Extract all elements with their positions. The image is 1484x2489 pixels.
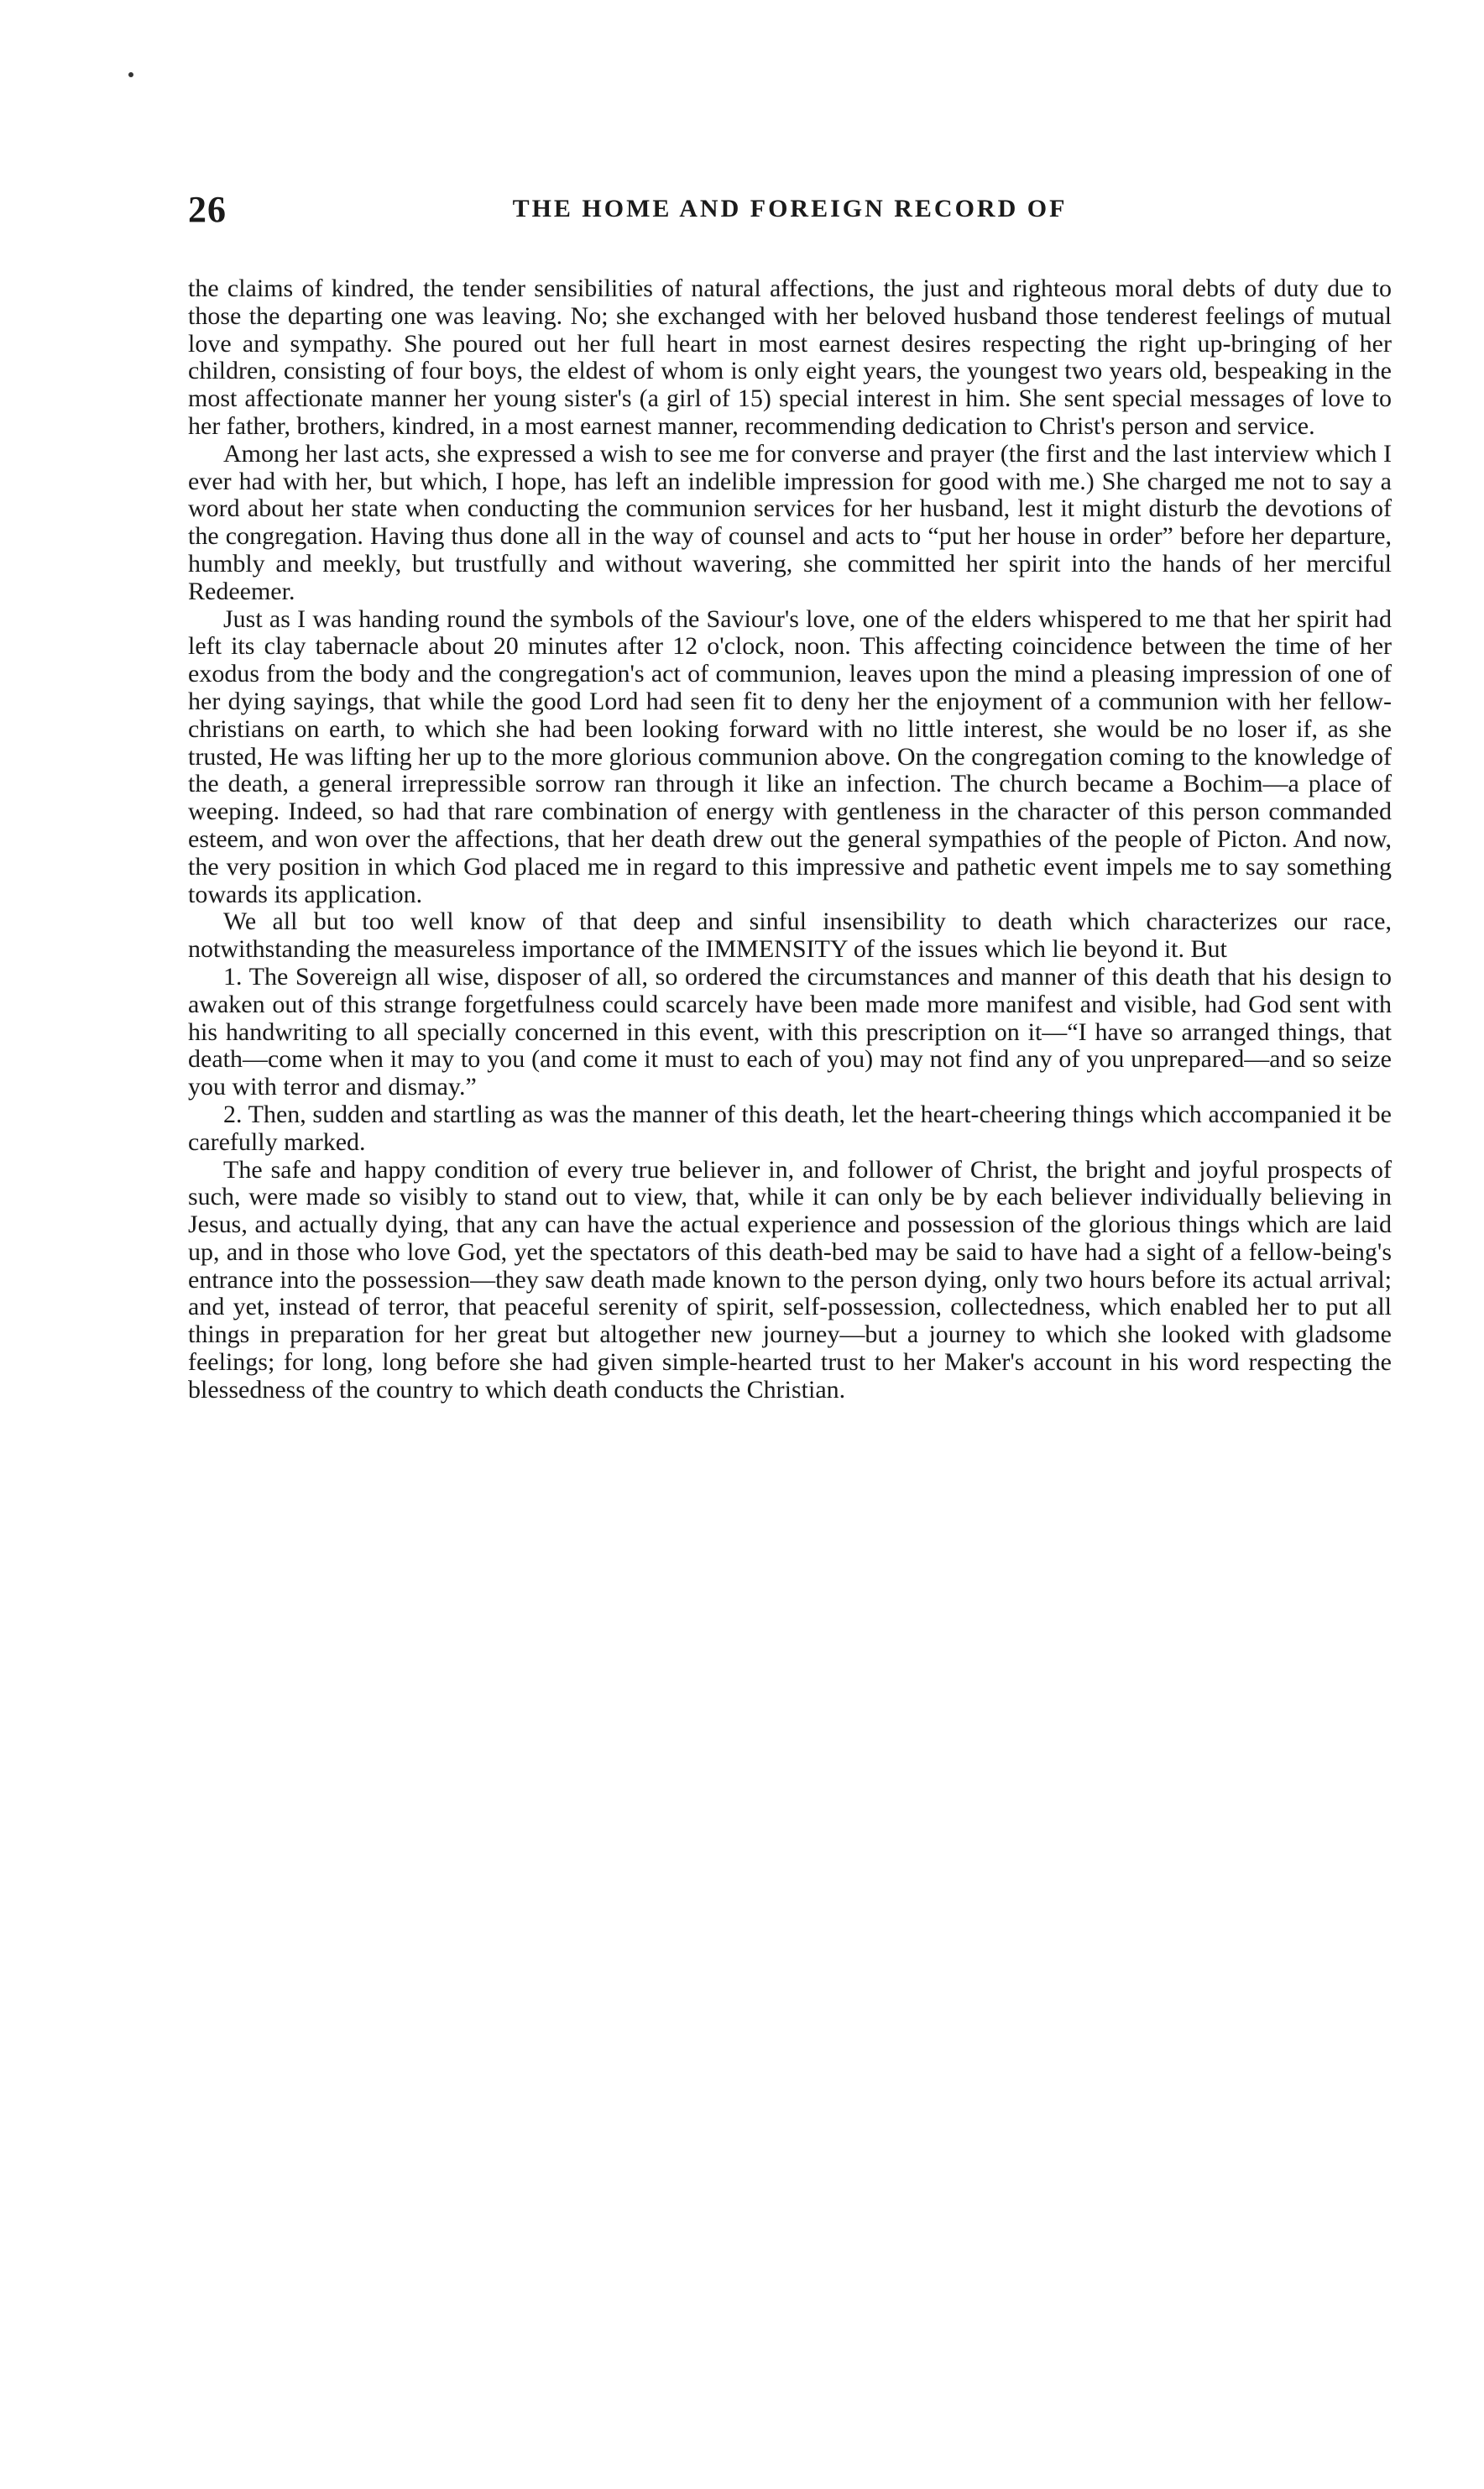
paragraph-safe-condition: The safe and happy condition of every true believer in, and follower of Christ, the bright and joyful prospects of such, were made so visibly to stand out to view, that, while it can only be by each believer individually believing in Jesus, and actually dying, that any can have the actual experience and possession of the glorious things which are laid up, and in those who love God, yet the spectators of this death-bed may be said to have had a sight of a fellow-being's entrance into the possession—they saw death made known to the person dying, only two hours before its actual arrival; and yet, instead of terror, that peaceful serenity of spirit, self-possession, collectedness, which enabled her to put all things in preparation for her great but altogether new journey—but a journey to which she looked with gladsome feelings; for long, long before she had given simple-hearted trust to her Maker's account in his word respecting the blessedness of the country to which death conducts the Christian. bbox=[188, 1155, 1392, 1404]
article-body bbox=[188, 275, 1392, 1404]
paragraph-point-one: 1. The Sovereign all wise, disposer of all, so ordered the circumstances and manner of this death that his design to awaken out of this strange forgetfulness could scarcely have been made more manifest and visible, had God sent with his handwriting to all specially concerned in this event, with this prescription on it—“I have so arranged things, that death—come when it may to you (and come it must to each of you) may not find any of you unprepared—and so seize you with terror and dismay.” bbox=[188, 962, 1392, 1101]
paragraph-insensibility: We all but too well know of that deep and sinful insensibility to death which characterizes our race, notwithstanding the measureless importance of the IMMENSITY of the issues which lie beyond it. But bbox=[188, 907, 1392, 964]
ink-speck bbox=[128, 72, 133, 77]
paragraph-point-two: 2. Then, sudden and startling as was the manner of this death, let the heart-cheering things which accompanied it be carefully marked. bbox=[188, 1100, 1392, 1156]
page-number: 26 bbox=[188, 189, 227, 230]
paragraph-continuation: the claims of kindred, the tender sensibilities of natural affections, the just and righteous moral debts of duty due to those the departing one was leaving. No; she exchanged with her beloved husband those tenderest feelings of mutual love and sympathy. She poured out her full heart in most earnest desires respecting the right up-bringing of her children, consisting of four boys, the eldest of whom is only eight years, the youngest two years old, bespeaking in the most affectionate manner her young sister's (a girl of 15) special interest in him. She sent special messages of love to her father, brothers, kindred, in a most earnest manner, recommending dedication to Christ's person and service. bbox=[188, 275, 1392, 440]
running-head: THE HOME AND FOREIGN RECORD OF bbox=[512, 195, 1068, 222]
page-header bbox=[188, 188, 1392, 238]
paragraph-last-acts: Among her last acts, she expressed a wish to see me for converse and prayer (the first and the last interview which I ever had with her, but which, I hope, has left an indelible impression for good with me.) She charged me not to say a word about her state when conducting the communion services for her husband, lest it might disturb the devotions of the congregation. Having thus done all in the way of counsel and acts to “put her house in order” before her departure, humbly and meekly, but trustfully and without wavering, she committed her spirit into the hands of her merciful Redeemer. bbox=[188, 439, 1392, 605]
paragraph-communion: Just as I was handing round the symbols of the Saviour's love, one of the elders whispered to me that her spirit had left its clay tabernacle about 20 minutes after 12 o'clock, noon. This affecting coincidence between the time of her exodus from the body and the congregation's act of communion, leaves upon the mind a pleasing impression of one of her dying sayings, that while the good Lord had seen fit to deny her the enjoyment of a communion with her fellow-christians on earth, to which she had been looking forward with no little interest, she would be no loser if, as she trusted, He was lifting her up to the more glorious communion above. On the congregation coming to the knowledge of the death, a general irrepressible sorrow ran through it like an infection. The church became a Bochim—a place of weeping. Indeed, so had that rare combination of energy with gentleness in the character of this person commanded esteem, and won over the affections, that her death drew out the general sympathies of the people of Picton. And now, the very position in which God placed me in regard to this impressive and pathetic event impels me to say something towards its application. bbox=[188, 604, 1392, 908]
